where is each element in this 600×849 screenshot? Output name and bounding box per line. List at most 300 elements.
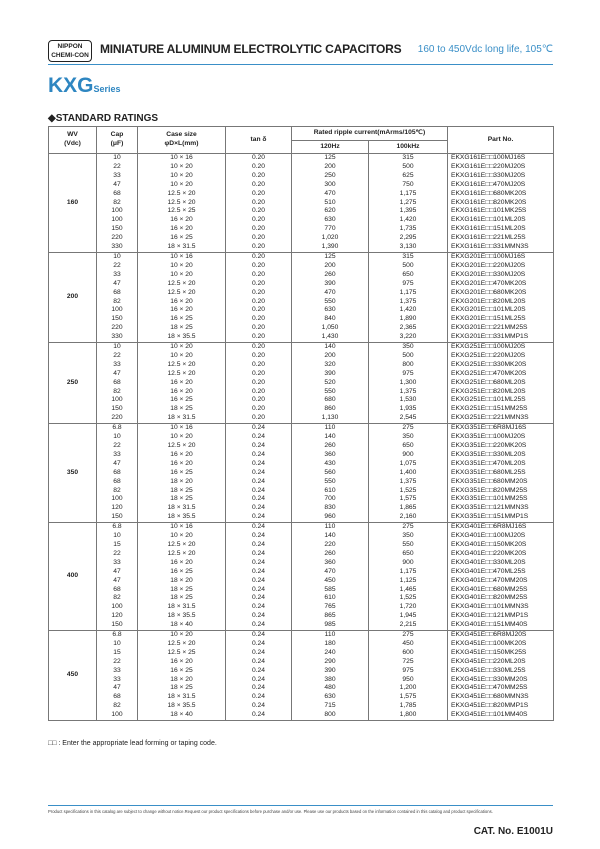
tan-delta-cell: 0.20 [226,396,292,405]
tan-delta-cell: 0.20 [226,190,292,199]
ripple-120hz-cell: 450 [292,577,369,586]
part-no-cell: EKXG401E□□150MK20S [448,541,554,550]
ripple-120hz-cell: 1,430 [292,333,369,342]
table-row [49,603,554,612]
cap-cell: 220 [97,234,138,243]
part-no-cell: EKXG401E□□330ML20S [448,559,554,568]
case-size-cell: 12.5 × 25 [138,207,226,216]
ripple-120hz-cell: 620 [292,207,369,216]
ripple-120hz-cell: 480 [292,684,369,693]
section-title: ◆STANDARD RATINGS [48,113,159,124]
case-size-cell: 16 × 20 [138,451,226,460]
case-size-cell: 10 × 16 [138,252,226,261]
ripple-100khz-cell: 625 [369,172,448,181]
ripple-100khz-cell: 1,785 [369,702,448,711]
ripple-100khz-cell: 1,525 [369,487,448,496]
table-row [49,414,554,423]
part-no-cell: EKXG351E□□680MM20S [448,478,554,487]
ripple-120hz-cell: 715 [292,702,369,711]
ripple-120hz-cell: 110 [292,631,369,640]
ripple-120hz-cell: 860 [292,405,369,414]
ripple-120hz-cell: 770 [292,225,369,234]
cap-cell: 150 [97,621,138,630]
ripple-120hz-cell: 630 [292,306,369,315]
case-size-cell: 18 × 31.5 [138,414,226,423]
tan-delta-cell: 0.24 [226,487,292,496]
taping-code-note: □□ : Enter the appropriate lead forming or taping code. [48,740,217,747]
tan-delta-cell: 0.24 [226,577,292,586]
ripple-120hz-cell: 1,050 [292,324,369,333]
part-no-cell: EKXG201E□□680MK20S [448,289,554,298]
ripple-120hz-cell: 200 [292,163,369,172]
tan-delta-cell: 0.20 [226,315,292,324]
ripple-100khz-cell: 900 [369,451,448,460]
table-row [49,234,554,243]
table-row [49,631,554,640]
catalog-number: CAT. No. E1001U [473,826,553,837]
case-size-cell: 18 × 35.5 [138,702,226,711]
table-row [49,243,554,252]
part-no-cell: EKXG351E□□100MJ20S [448,433,554,442]
ripple-100khz-cell: 1,375 [369,388,448,397]
tan-delta-cell: 0.24 [226,658,292,667]
part-no-cell: EKXG401E□□6R8MJ16S [448,523,554,532]
ripple-120hz-cell: 700 [292,495,369,504]
tan-delta-cell: 0.20 [226,306,292,315]
tan-delta-cell: 0.24 [226,469,292,478]
ripple-100khz-cell: 950 [369,676,448,685]
part-no-cell: EKXG251E□□470MK20S [448,370,554,379]
ripple-120hz-cell: 830 [292,504,369,513]
ripple-120hz-cell: 140 [292,532,369,541]
case-size-cell: 10 × 20 [138,631,226,640]
cap-cell: 6.8 [97,631,138,640]
cap-cell: 6.8 [97,523,138,532]
case-size-cell: 10 × 20 [138,262,226,271]
table-row [49,559,554,568]
ripple-120hz-cell: 470 [292,289,369,298]
case-size-cell: 18 × 25 [138,684,226,693]
part-no-cell: EKXG401E□□470MM20S [448,577,554,586]
ripple-120hz-cell: 840 [292,315,369,324]
case-size-cell: 16 × 20 [138,379,226,388]
footer-disclaimer: Product specifications in this catalog are subject to change without notice.Request our product specifications before purchase and/or use. Please use our products based on the information contained in this catalog and product specifications. [48,809,493,814]
cap-cell: 22 [97,658,138,667]
cap-cell: 100 [97,711,138,720]
table-row [49,252,554,261]
part-no-cell: EKXG351E□□6R8MJ16S [448,424,554,433]
tan-delta-cell: 0.20 [226,324,292,333]
part-no-cell: EKXG251E□□221MMN3S [448,414,554,423]
ripple-100khz-cell: 900 [369,559,448,568]
tan-delta-cell: 0.20 [226,370,292,379]
tan-delta-cell: 0.20 [226,280,292,289]
ripple-120hz-cell: 470 [292,190,369,199]
wv-cell: 450 [49,631,97,721]
header-divider [48,64,553,65]
case-size-cell: 18 × 31.5 [138,693,226,702]
ripple-100khz-cell: 1,800 [369,711,448,720]
ripple-120hz-cell: 360 [292,559,369,568]
case-size-cell: 16 × 25 [138,396,226,405]
wv-cell: 350 [49,424,97,523]
table-row [49,621,554,630]
tan-delta-cell: 0.20 [226,199,292,208]
tan-delta-cell: 0.20 [226,234,292,243]
ripple-120hz-cell: 630 [292,216,369,225]
part-no-cell: EKXG401E□□680MM25S [448,586,554,595]
table-row [49,405,554,414]
table-row [49,361,554,370]
page-subtitle: 160 to 450Vdc long life, 105℃ [417,44,553,55]
case-size-cell: 12.5 × 20 [138,280,226,289]
ripple-100khz-cell: 550 [369,541,448,550]
tan-delta-cell: 0.24 [226,495,292,504]
case-size-cell: 18 × 25 [138,594,226,603]
ripple-100khz-cell: 1,400 [369,469,448,478]
ratings-table-body [49,154,554,721]
ripple-100khz-cell: 1,525 [369,594,448,603]
table-row [49,388,554,397]
ripple-120hz-cell: 630 [292,693,369,702]
ripple-100khz-cell: 975 [369,370,448,379]
table-row [49,676,554,685]
table-row [49,478,554,487]
cap-cell: 82 [97,594,138,603]
ripple-100khz-cell: 1,125 [369,577,448,586]
part-no-cell: EKXG161E□□330MJ20S [448,172,554,181]
case-size-cell: 18 × 40 [138,621,226,630]
case-size-cell: 10 × 20 [138,163,226,172]
cap-cell: 33 [97,361,138,370]
ripple-120hz-cell: 560 [292,469,369,478]
table-row [49,495,554,504]
ripple-100khz-cell: 1,945 [369,612,448,621]
wv-cell: 200 [49,252,97,342]
ripple-120hz-cell: 1,020 [292,234,369,243]
ripple-100khz-cell: 1,175 [369,568,448,577]
ripple-100khz-cell: 750 [369,181,448,190]
cap-cell: 120 [97,612,138,621]
cap-cell: 220 [97,414,138,423]
ripple-120hz-cell: 550 [292,298,369,307]
ripple-120hz-cell: 985 [292,621,369,630]
case-size-cell: 18 × 25 [138,405,226,414]
part-no-cell: EKXG161E□□220MJ20S [448,163,554,172]
part-no-cell: EKXG161E□□820MK20S [448,199,554,208]
cap-cell: 100 [97,495,138,504]
table-row [49,352,554,361]
cap-cell: 15 [97,541,138,550]
ripple-100khz-cell: 275 [369,424,448,433]
case-size-cell: 18 × 25 [138,324,226,333]
part-no-cell: EKXG161E□□101ML20S [448,216,554,225]
case-size-cell: 18 × 31.5 [138,603,226,612]
tan-delta-cell: 0.20 [226,225,292,234]
part-no-cell: EKXG201E□□221MM25S [448,324,554,333]
table-row [49,451,554,460]
part-no-cell: EKXG161E□□100MJ16S [448,154,554,163]
header-100khz: 100kHz [369,141,448,154]
cap-cell: 47 [97,684,138,693]
part-no-cell: EKXG251E□□680ML20S [448,379,554,388]
ripple-120hz-cell: 300 [292,181,369,190]
part-no-cell: EKXG201E□□470MK20S [448,280,554,289]
tan-delta-cell: 0.20 [226,298,292,307]
ripple-100khz-cell: 800 [369,361,448,370]
ripple-120hz-cell: 260 [292,550,369,559]
cap-cell: 33 [97,271,138,280]
case-size-cell: 16 × 20 [138,298,226,307]
ripple-120hz-cell: 390 [292,370,369,379]
case-size-cell: 10 × 16 [138,154,226,163]
case-size-cell: 18 × 35.5 [138,333,226,342]
part-no-cell: EKXG451E□□6R8MJ20S [448,631,554,640]
part-no-cell: EKXG451E□□101MM40S [448,711,554,720]
cap-cell: 82 [97,298,138,307]
tan-delta-cell: 0.20 [226,361,292,370]
part-no-cell: EKXG401E□□151MM40S [448,621,554,630]
tan-delta-cell: 0.24 [226,559,292,568]
ripple-100khz-cell: 650 [369,271,448,280]
case-size-cell: 16 × 25 [138,568,226,577]
tan-delta-cell: 0.24 [226,693,292,702]
tan-delta-cell: 0.20 [226,172,292,181]
ripple-120hz-cell: 140 [292,433,369,442]
ripple-120hz-cell: 430 [292,460,369,469]
table-row [49,343,554,352]
case-size-cell: 16 × 25 [138,234,226,243]
table-row [49,324,554,333]
cap-cell: 33 [97,559,138,568]
table-row [49,640,554,649]
ripple-100khz-cell: 1,175 [369,289,448,298]
ripple-100khz-cell: 975 [369,667,448,676]
ripple-120hz-cell: 510 [292,199,369,208]
cap-cell: 100 [97,216,138,225]
footer-divider [48,805,553,806]
part-no-cell: EKXG401E□□220MK20S [448,550,554,559]
cap-cell: 10 [97,343,138,352]
cap-cell: 47 [97,577,138,586]
case-size-cell: 16 × 20 [138,559,226,568]
cap-cell: 22 [97,442,138,451]
cap-cell: 33 [97,451,138,460]
part-no-cell: EKXG401E□□820MM25S [448,594,554,603]
cap-cell: 150 [97,405,138,414]
table-row [49,396,554,405]
tan-delta-cell: 0.20 [226,352,292,361]
table-row [49,577,554,586]
wv-cell: 250 [49,343,97,424]
table-row [49,271,554,280]
ripple-120hz-cell: 200 [292,262,369,271]
cap-cell: 100 [97,603,138,612]
case-size-cell: 18 × 25 [138,495,226,504]
ripple-100khz-cell: 1,275 [369,199,448,208]
tan-delta-cell: 0.24 [226,513,292,522]
tan-delta-cell: 0.20 [226,207,292,216]
part-no-cell: EKXG161E□□221ML25S [448,234,554,243]
case-size-cell: 10 × 20 [138,181,226,190]
ripple-100khz-cell: 1,375 [369,478,448,487]
table-row [49,289,554,298]
cap-cell: 68 [97,586,138,595]
part-no-cell: EKXG201E□□820ML20S [448,298,554,307]
ripple-100khz-cell: 1,420 [369,216,448,225]
part-no-cell: EKXG351E□□680ML25S [448,469,554,478]
tan-delta-cell: 0.24 [226,640,292,649]
cap-cell: 150 [97,513,138,522]
ripple-100khz-cell: 3,220 [369,333,448,342]
part-no-cell: EKXG201E□□331MMP1S [448,333,554,342]
case-size-cell: 12.5 × 20 [138,361,226,370]
cap-cell: 6.8 [97,424,138,433]
case-size-cell: 18 × 35.5 [138,513,226,522]
ripple-100khz-cell: 500 [369,163,448,172]
ripple-100khz-cell: 650 [369,550,448,559]
ripple-100khz-cell: 350 [369,532,448,541]
tan-delta-cell: 0.24 [226,442,292,451]
header-part-no: Part No. [448,127,554,154]
ripple-100khz-cell: 725 [369,658,448,667]
cap-cell: 10 [97,154,138,163]
case-size-cell: 10 × 20 [138,352,226,361]
tan-delta-cell: 0.24 [226,424,292,433]
table-row [49,487,554,496]
case-size-cell: 16 × 20 [138,388,226,397]
cap-cell: 10 [97,433,138,442]
ripple-100khz-cell: 2,160 [369,513,448,522]
tan-delta-cell: 0.20 [226,405,292,414]
table-row [49,262,554,271]
part-no-cell: EKXG351E□□101MM25S [448,495,554,504]
case-size-cell: 12.5 × 20 [138,190,226,199]
tan-delta-cell: 0.20 [226,216,292,225]
part-no-cell: EKXG451E□□220ML20S [448,658,554,667]
ripple-100khz-cell: 2,365 [369,324,448,333]
ripple-120hz-cell: 680 [292,396,369,405]
table-row [49,541,554,550]
ripple-100khz-cell: 1,200 [369,684,448,693]
ripple-100khz-cell: 1,375 [369,298,448,307]
table-row [49,658,554,667]
ripple-100khz-cell: 2,295 [369,234,448,243]
part-no-cell: EKXG401E□□470ML25S [448,568,554,577]
case-size-cell: 16 × 20 [138,216,226,225]
cap-cell: 47 [97,568,138,577]
tan-delta-cell: 0.24 [226,460,292,469]
ripple-100khz-cell: 275 [369,523,448,532]
wv-cell: 400 [49,523,97,631]
cap-cell: 10 [97,532,138,541]
part-no-cell: EKXG201E□□101ML20S [448,306,554,315]
cap-cell: 47 [97,280,138,289]
ripple-120hz-cell: 125 [292,252,369,261]
ripple-100khz-cell: 1,465 [369,586,448,595]
cap-cell: 22 [97,550,138,559]
case-size-cell: 18 × 20 [138,478,226,487]
part-no-cell: EKXG451E□□470MM25S [448,684,554,693]
part-no-cell: EKXG161E□□331MMN3S [448,243,554,252]
table-row [49,154,554,163]
ripple-120hz-cell: 960 [292,513,369,522]
case-size-cell: 12.5 × 20 [138,550,226,559]
tan-delta-cell: 0.24 [226,649,292,658]
table-row [49,181,554,190]
series-suffix: Series [93,84,121,94]
part-no-cell: EKXG351E□□470ML20S [448,460,554,469]
logo-line-1: NIPPON [57,43,83,50]
tan-delta-cell: 0.24 [226,631,292,640]
header-cap: Cap (μF) [97,127,138,154]
cap-cell: 47 [97,181,138,190]
case-size-cell: 10 × 16 [138,424,226,433]
tan-delta-cell: 0.20 [226,243,292,252]
cap-cell: 33 [97,676,138,685]
case-size-cell: 18 × 20 [138,676,226,685]
ratings-table [48,126,554,721]
cap-cell: 82 [97,702,138,711]
ripple-100khz-cell: 500 [369,262,448,271]
ripple-120hz-cell: 550 [292,478,369,487]
table-row [49,298,554,307]
tan-delta-cell: 0.24 [226,433,292,442]
cap-cell: 68 [97,693,138,702]
part-no-cell: EKXG251E□□330MK20S [448,361,554,370]
cap-cell: 220 [97,324,138,333]
ripple-100khz-cell: 1,935 [369,405,448,414]
ripple-120hz-cell: 290 [292,658,369,667]
ripple-120hz-cell: 240 [292,649,369,658]
table-row [49,306,554,315]
ripple-120hz-cell: 220 [292,541,369,550]
ripple-100khz-cell: 450 [369,640,448,649]
tan-delta-cell: 0.24 [226,702,292,711]
part-no-cell: EKXG351E□□121MMN3S [448,504,554,513]
series-name: KXG [48,74,94,97]
case-size-cell: 10 × 20 [138,343,226,352]
tan-delta-cell: 0.24 [226,612,292,621]
ripple-120hz-cell: 260 [292,271,369,280]
tan-delta-cell: 0.20 [226,271,292,280]
cap-cell: 68 [97,478,138,487]
tan-delta-cell: 0.20 [226,154,292,163]
table-row [49,523,554,532]
cap-cell: 68 [97,469,138,478]
ripple-120hz-cell: 390 [292,280,369,289]
tan-delta-cell: 0.20 [226,414,292,423]
part-no-cell: EKXG161E□□151ML20S [448,225,554,234]
table-row [49,333,554,342]
header-ripple: Rated ripple current(mArms/105℃) [292,127,448,141]
ripple-120hz-cell: 250 [292,172,369,181]
tan-delta-cell: 0.20 [226,163,292,172]
cap-cell: 68 [97,190,138,199]
ripple-120hz-cell: 585 [292,586,369,595]
nippon-chemi-con-logo [48,40,92,62]
table-row [49,199,554,208]
ripple-120hz-cell: 125 [292,154,369,163]
case-size-cell: 12.5 × 25 [138,649,226,658]
cap-cell: 100 [97,306,138,315]
table-row [49,225,554,234]
series-title [48,74,121,98]
ripple-100khz-cell: 1,890 [369,315,448,324]
cap-cell: 82 [97,199,138,208]
ripple-100khz-cell: 1,575 [369,495,448,504]
tan-delta-cell: 0.20 [226,388,292,397]
